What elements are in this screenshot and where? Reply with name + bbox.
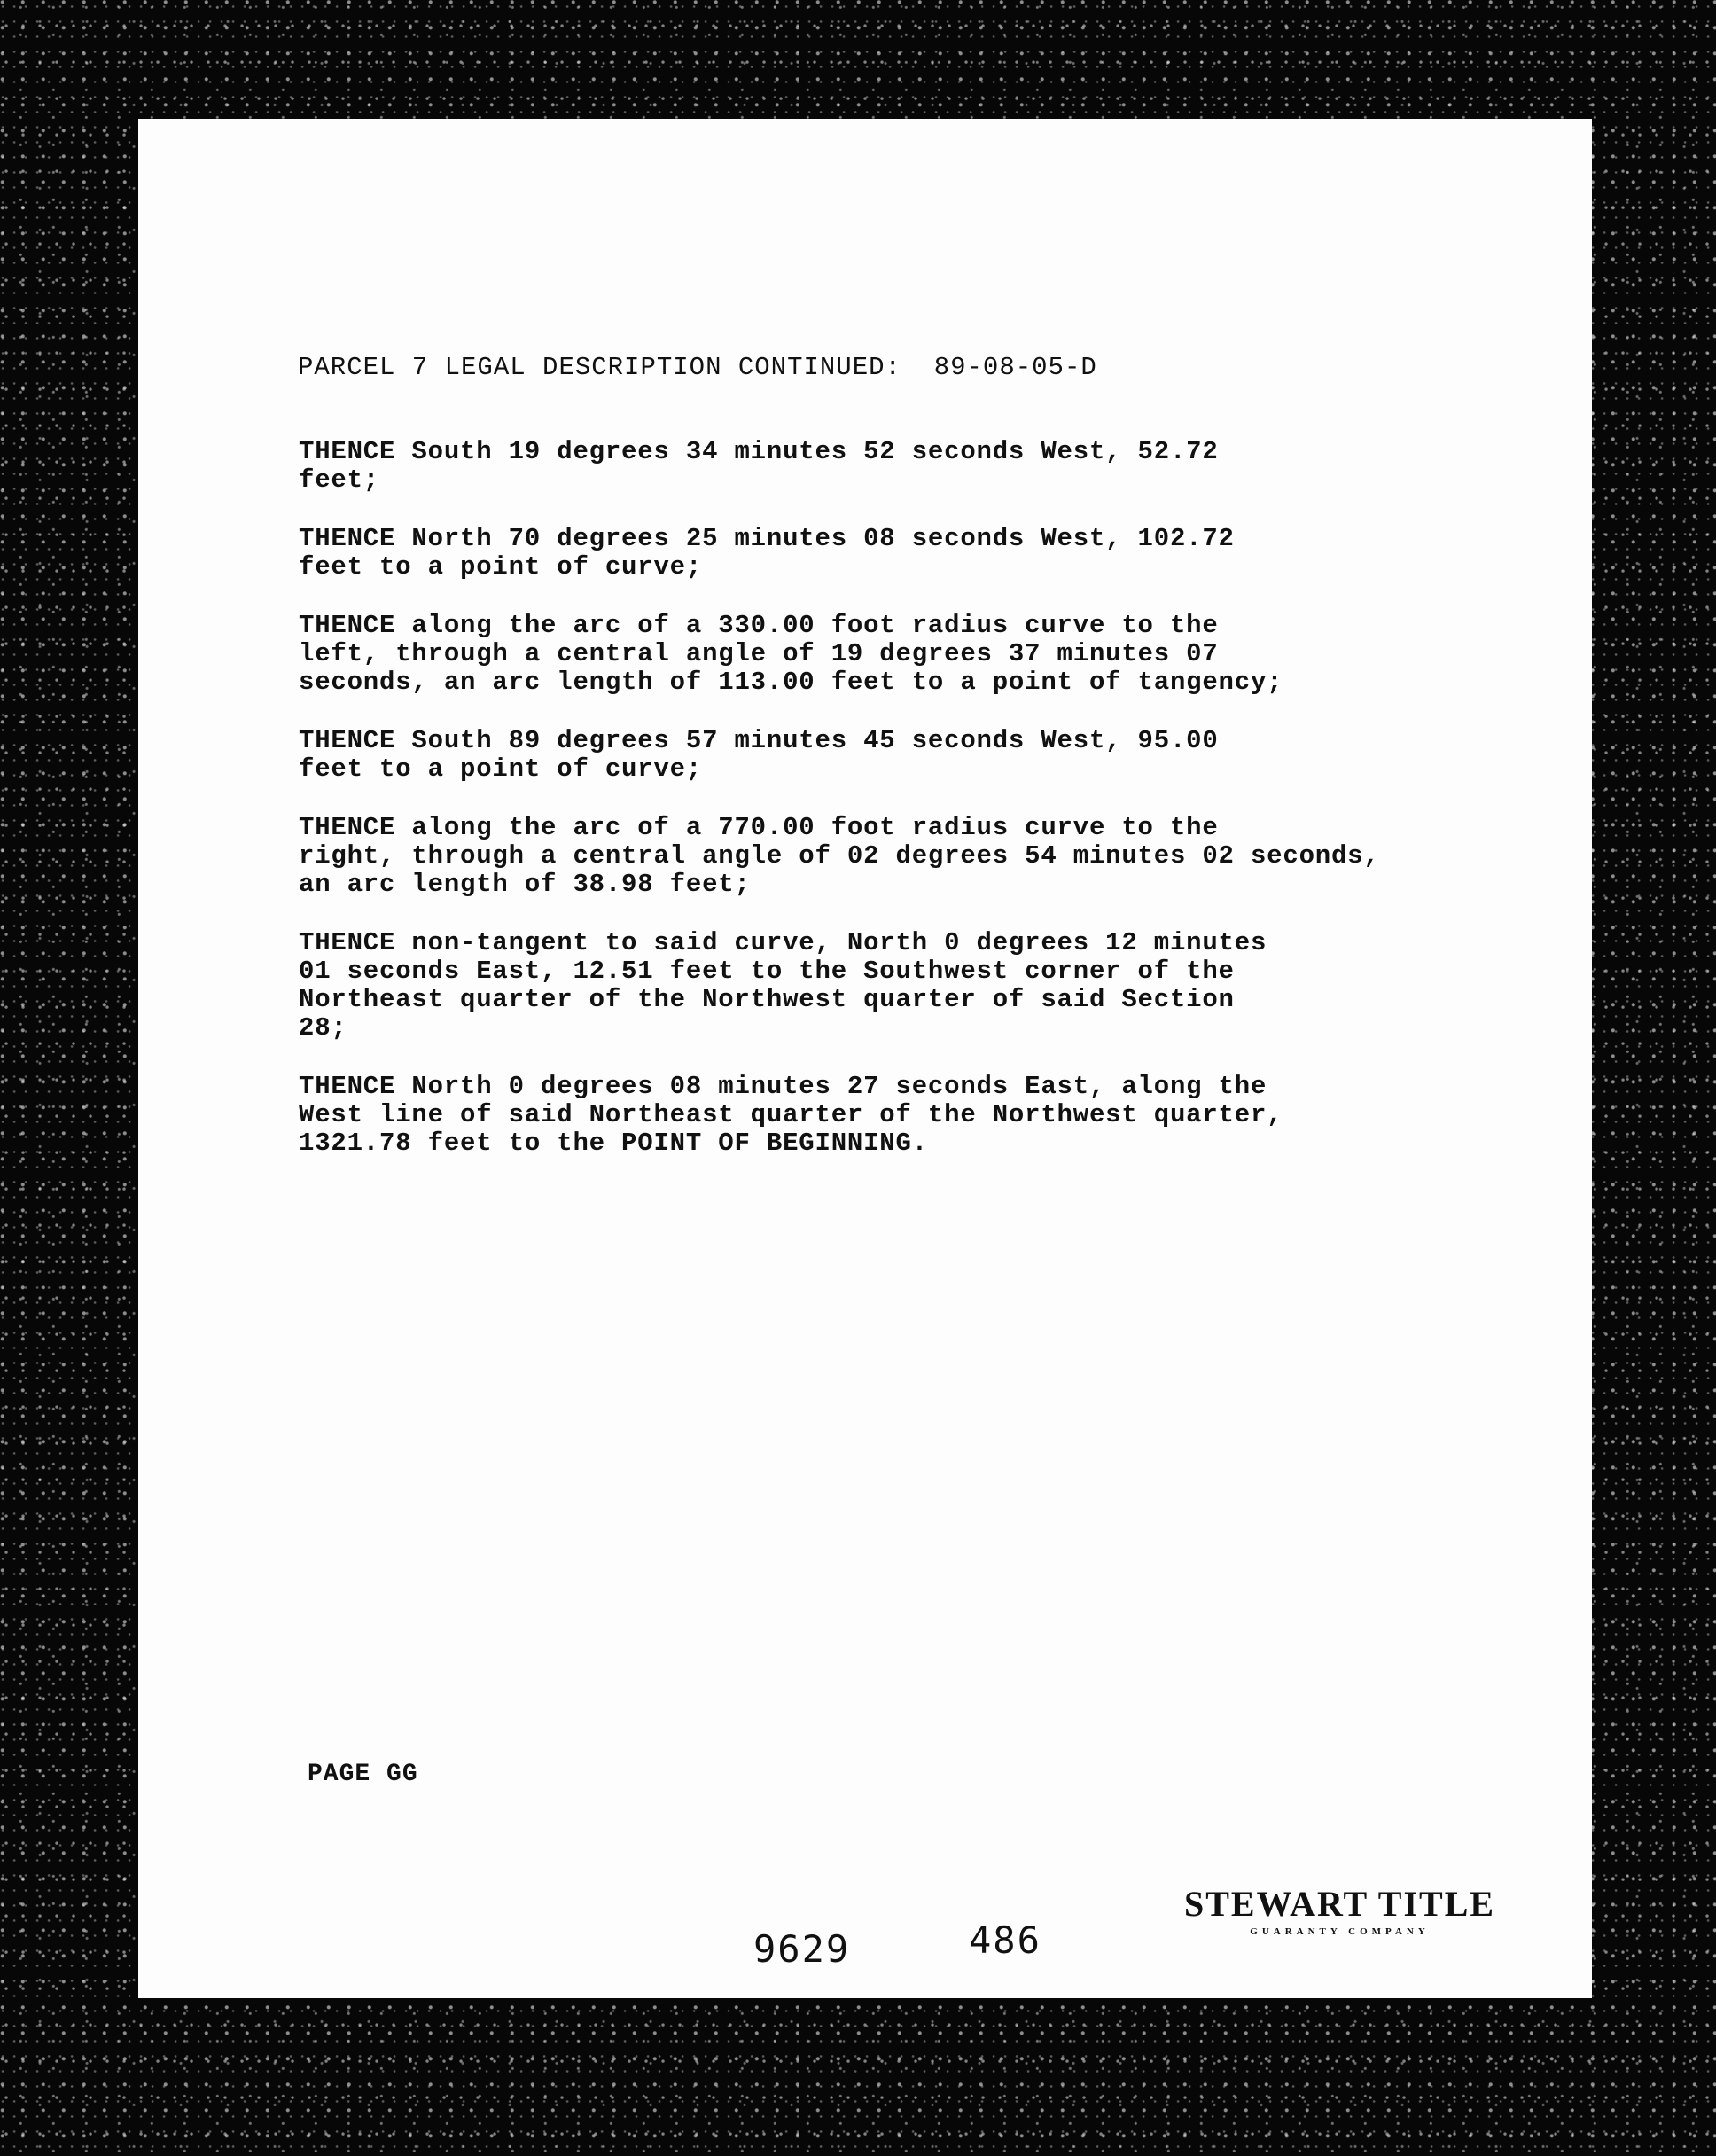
paragraph-line: THENCE North 0 degrees 08 minutes 27 seconds East, along the (299, 1072, 1268, 1101)
recording-stamp-number: 486 (969, 1918, 1041, 1962)
paragraph-line: THENCE North 70 degrees 25 minutes 08 seconds West, 102.72 (299, 524, 1235, 553)
paragraph (299, 1073, 1522, 1158)
header-title: PARCEL 7 LEGAL DESCRIPTION CONTINUED: (298, 353, 901, 382)
paragraph-line: 01 seconds East, 12.51 feet to the Southwest corner of the (299, 957, 1235, 986)
logo-tagline: GUARANTY COMPANY (1250, 1926, 1430, 1937)
paragraph (299, 525, 1522, 582)
document-header (298, 353, 1097, 382)
paragraph (299, 612, 1522, 697)
paragraph-line: feet to a point of curve; (299, 552, 703, 582)
paragraph-line: Northeast quarter of the Northwest quarter of said Section (299, 985, 1235, 1014)
stewart-title-logo (1184, 1883, 1495, 1937)
paragraph-line: 28; (299, 1013, 347, 1043)
paragraph-line: THENCE non-tangent to said curve, North 0 degrees 12 minutes (299, 928, 1268, 957)
logo-name: STEWART TITLE (1184, 1884, 1496, 1924)
paragraph (299, 727, 1522, 784)
paragraph-line: THENCE along the arc of a 770.00 foot radius curve to the (299, 813, 1219, 842)
paragraph-line: THENCE South 19 degrees 34 minutes 52 seconds West, 52.72 (299, 437, 1219, 466)
recording-stamp-number: 9629 (753, 1927, 851, 1971)
paragraph-line: right, through a central angle of 02 degrees 54 minutes 02 seconds, (299, 841, 1380, 871)
paragraph-line: feet to a point of curve; (299, 754, 703, 784)
document-page (138, 119, 1592, 1998)
paragraph-line: THENCE along the arc of a 330.00 foot radius curve to the (299, 611, 1219, 640)
paragraph (299, 438, 1522, 495)
paragraph-line: West line of said Northeast quarter of the Northwest quarter, (299, 1100, 1283, 1129)
paragraph-line: an arc length of 38.98 feet; (299, 870, 751, 899)
paragraph-line: left, through a central angle of 19 degrees 37 minutes 07 (299, 639, 1219, 668)
paragraph-line: seconds, an arc length of 113.00 feet to a point of tangency; (299, 668, 1283, 697)
paragraph-line: feet; (299, 465, 380, 495)
paragraph-line: 1321.78 feet to the POINT OF BEGINNING. (299, 1129, 928, 1158)
legal-description-body (299, 438, 1522, 1188)
paragraph (299, 929, 1522, 1043)
paragraph-line: THENCE South 89 degrees 57 minutes 45 seconds West, 95.00 (299, 726, 1219, 755)
paragraph (299, 814, 1522, 899)
page-label: PAGE GG (308, 1761, 418, 1788)
document-number: 89-08-05-D (933, 353, 1097, 382)
